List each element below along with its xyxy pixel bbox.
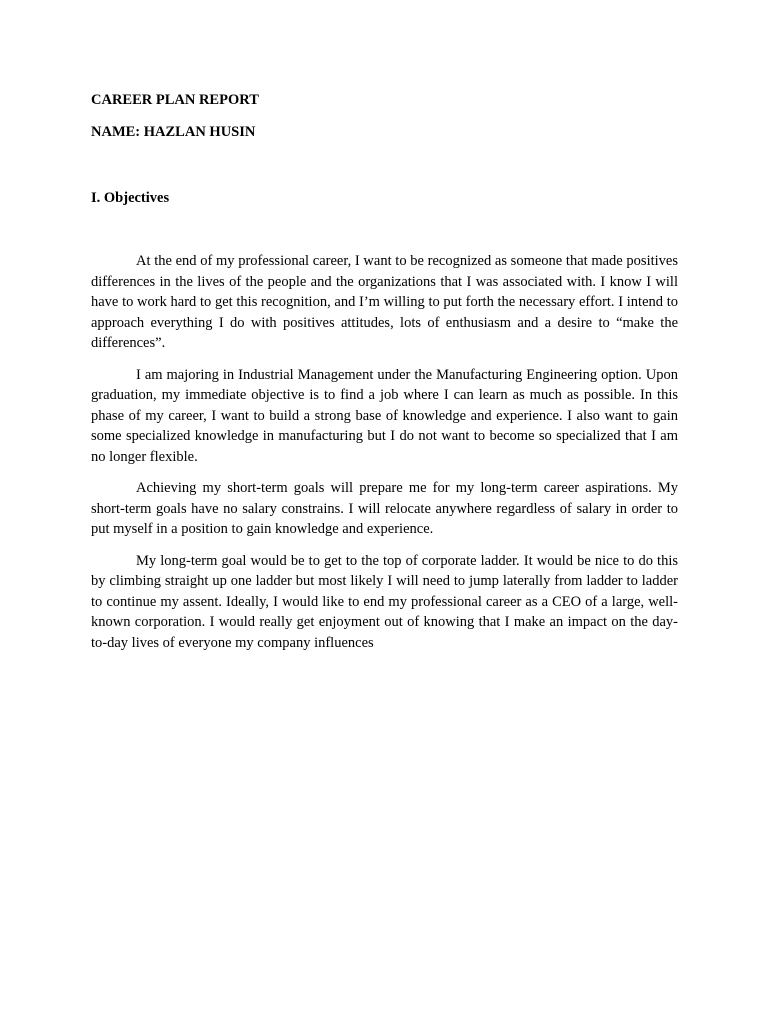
author-name: NAME: HAZLAN HUSIN: [91, 124, 256, 140]
paragraph: I am majoring in Industrial Management under the Manufacturing Engineering option. Upon graduation, my immediate objective is to find a job where I can learn as much as possible. In this phase of my career, I want to build a strong base of knowledge and experience. I also want to gain some specialized knowledge in manufacturing but I do not want to become so specialized that I am no longer flexible.: [91, 366, 678, 465]
paragraph: Achieving my short-term goals will prepare me for my long-term career aspirations. My short-term goals have no salary constrains. I will relocate anywhere regardless of salary in order to put myself in a position to gain knowledge and experience.: [91, 480, 678, 537]
report-title: CAREER PLAN REPORT: [91, 92, 259, 108]
paragraph: My long-term goal would be to get to the top of corporate ladder. It would be nice to do this by climbing straight up one ladder but most likely I will need to jump laterally from ladder to ladder to continue my assent. Ideally, I would like to end my professional career as a CEO of a large, well-known corporation. I would really get enjoyment out of knowing that I make an impact on the day-to-day lives of everyone my company influences: [91, 552, 678, 651]
body-text: [91, 251, 678, 664]
paragraph: At the end of my professional career, I want to be recognized as someone that made positives differences in the lives of the people and the organizations that I was associated with. I know I will have to work hard to get this recognition, and I’m willing to put forth the necessary effort. I intend to approach everything I do with positives attitudes, lots of enthusiasm and a desire to “make the differences”.: [91, 253, 678, 351]
section-heading-objectives: I. Objectives: [91, 190, 170, 206]
